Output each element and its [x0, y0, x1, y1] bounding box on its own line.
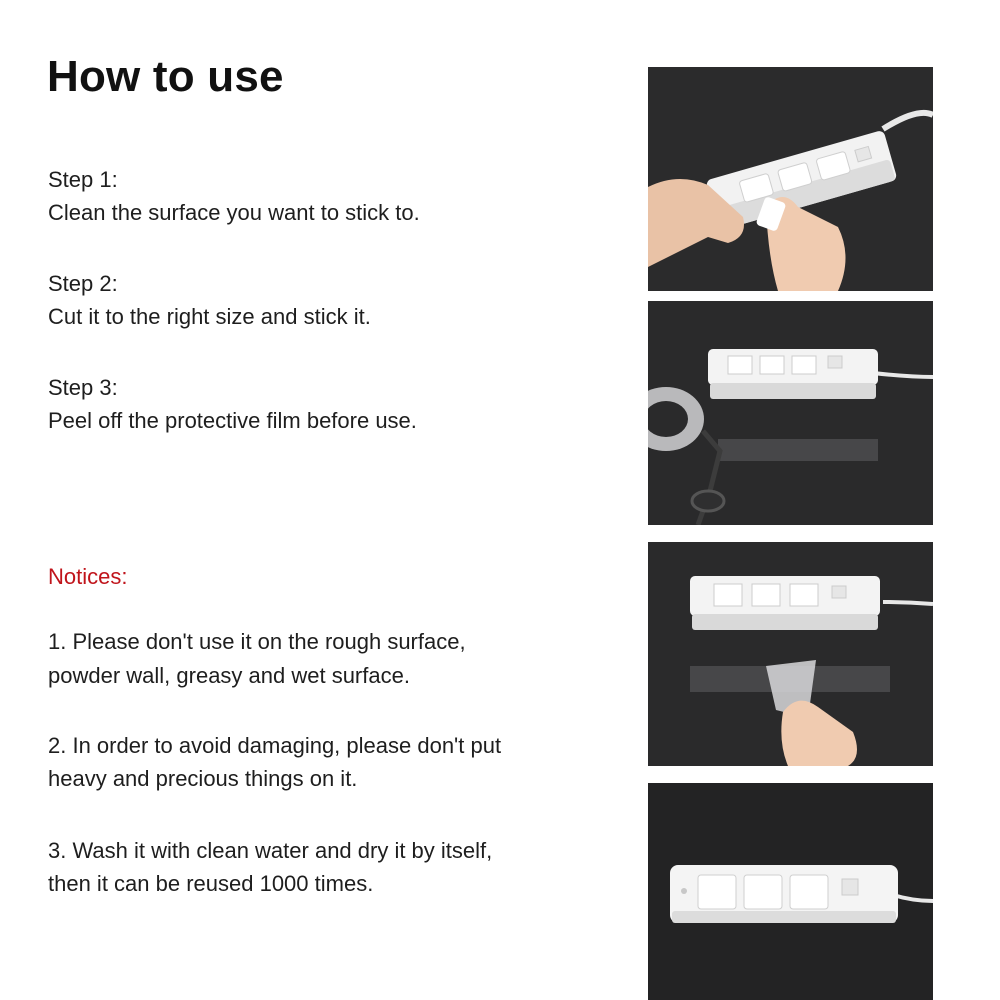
notice-3-line2: then it can be reused 1000 times. — [48, 871, 374, 896]
photo-cut-tape-illustration — [648, 301, 933, 525]
photo-clean-surface — [648, 67, 933, 291]
step-2-label: Step 2: — [48, 271, 118, 296]
step-3-label: Step 3: — [48, 375, 118, 400]
photo-peel-film — [648, 542, 933, 766]
notice-2-line1: 2. In order to avoid damaging, please don't put — [48, 733, 502, 758]
page-title: How to use — [47, 52, 284, 101]
step-1-text: Clean the surface you want to stick to. — [48, 200, 420, 225]
photo-mounted-strip — [648, 783, 933, 1000]
notices-heading: Notices: — [48, 564, 128, 589]
step-2-text: Cut it to the right size and stick it. — [48, 304, 371, 329]
step-1-label: Step 1: — [48, 167, 118, 192]
notice-3-line1: 3. Wash it with clean water and dry it by itself, — [48, 838, 493, 863]
notice-2-line2: heavy and precious things on it. — [48, 766, 358, 791]
photo-mounted-strip-illustration — [648, 783, 933, 1000]
photo-clean-surface-illustration — [648, 67, 933, 291]
notice-1-line2: powder wall, greasy and wet surface. — [48, 663, 410, 688]
photo-cut-tape — [648, 301, 933, 525]
notice-1-line1: 1. Please don't use it on the rough surface, — [48, 629, 466, 654]
step-3-text: Peel off the protective film before use. — [48, 408, 417, 433]
photo-peel-film-illustration — [648, 542, 933, 766]
